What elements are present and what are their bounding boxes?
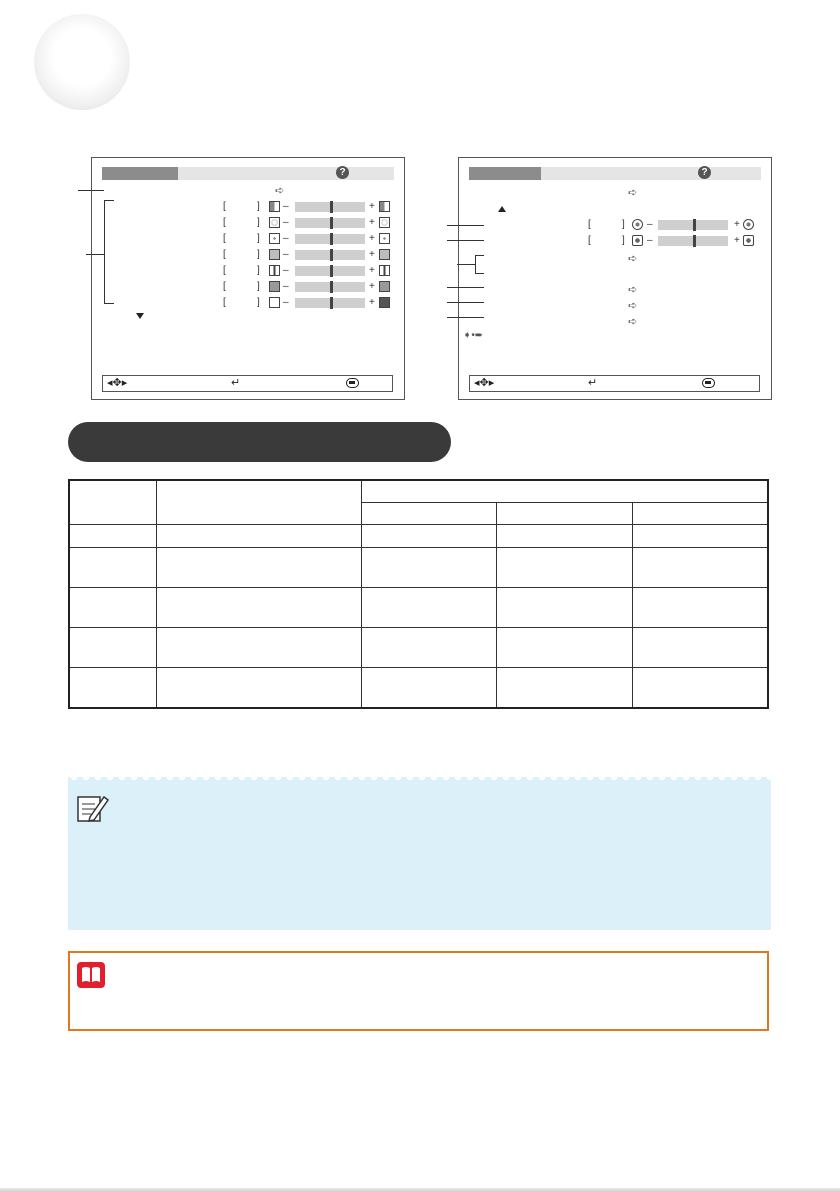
callout-line bbox=[447, 287, 484, 288]
callout-bracket-bottom bbox=[104, 303, 114, 304]
table-cell bbox=[497, 524, 633, 547]
bracket-open: [ bbox=[223, 297, 226, 308]
adjust-slider[interactable] bbox=[295, 282, 365, 292]
page-bottom-band bbox=[0, 1188, 840, 1192]
table-cell bbox=[69, 587, 157, 627]
help-icon[interactable]: ? bbox=[698, 166, 711, 179]
table-row bbox=[69, 668, 768, 708]
plus-sign: + bbox=[734, 235, 740, 246]
callout-bracket-top bbox=[104, 200, 114, 201]
adjust-slider[interactable] bbox=[658, 220, 728, 230]
bracket-open: [ bbox=[223, 265, 226, 276]
bracket-close: ] bbox=[257, 233, 260, 244]
table-header-cell bbox=[361, 480, 768, 503]
setting-high-icon bbox=[379, 233, 390, 244]
adjust-slider[interactable] bbox=[295, 298, 365, 308]
setting-low-icon bbox=[269, 297, 280, 308]
menu-button-icon bbox=[346, 378, 359, 388]
enter-icon: ↵ bbox=[588, 377, 598, 389]
callout-line bbox=[457, 264, 475, 265]
bracket-close: ] bbox=[257, 249, 260, 260]
plus-sign: + bbox=[369, 297, 375, 308]
slider-thumb[interactable] bbox=[330, 217, 333, 229]
right-hand-arrow-icon[interactable]: ➪ bbox=[628, 187, 638, 199]
info-box bbox=[68, 951, 769, 1031]
table-cell bbox=[361, 524, 497, 547]
adjust-slider[interactable] bbox=[295, 218, 365, 228]
callout-bracket-top bbox=[475, 255, 484, 256]
help-icon[interactable]: ? bbox=[336, 166, 349, 179]
adjustment-table bbox=[68, 479, 769, 709]
minus-sign: – bbox=[283, 201, 289, 212]
setting-low-icon bbox=[269, 265, 280, 276]
table-header-cell bbox=[157, 480, 361, 524]
callout-bracket-bottom bbox=[475, 273, 484, 274]
right-hand-arrow-icon[interactable]: ➪ bbox=[628, 253, 638, 265]
table-cell bbox=[497, 668, 633, 708]
four-way-arrow-icon: ◂✥▸ bbox=[107, 377, 128, 389]
plus-sign: + bbox=[369, 249, 375, 260]
osd-screen-advanced bbox=[458, 157, 772, 400]
table-cell bbox=[157, 547, 361, 587]
plus-sign: + bbox=[369, 201, 375, 212]
scroll-down-arrow-icon[interactable] bbox=[136, 313, 144, 319]
setting-low-icon bbox=[632, 235, 643, 246]
right-hand-arrow-icon[interactable]: ➪ bbox=[275, 185, 285, 197]
table-cell bbox=[157, 587, 361, 627]
setting-high-icon bbox=[379, 281, 390, 292]
table-cell bbox=[157, 668, 361, 708]
bracket-close: ] bbox=[257, 217, 260, 228]
plus-sign: + bbox=[369, 217, 375, 228]
table-cell bbox=[361, 628, 497, 668]
table-cell bbox=[69, 668, 157, 708]
section-corner-circle bbox=[34, 14, 130, 110]
bracket-open: [ bbox=[223, 217, 226, 228]
table-header-cell bbox=[361, 503, 497, 525]
table-cell bbox=[361, 668, 497, 708]
table-row bbox=[69, 524, 768, 547]
slider-thumb[interactable] bbox=[330, 297, 333, 309]
table-cell bbox=[632, 628, 768, 668]
table-cell bbox=[69, 547, 157, 587]
callout-line bbox=[447, 225, 484, 226]
table-cell bbox=[69, 524, 157, 547]
bracket-close: ] bbox=[622, 219, 625, 230]
adjust-slider[interactable] bbox=[658, 236, 728, 246]
slider-thumb[interactable] bbox=[693, 219, 696, 231]
bracket-open: [ bbox=[223, 233, 226, 244]
osd-screen-picture bbox=[91, 157, 405, 400]
right-hand-arrow-icon[interactable]: ➪ bbox=[628, 316, 638, 328]
slider-thumb[interactable] bbox=[330, 233, 333, 245]
setting-low-icon bbox=[269, 201, 280, 212]
osd-header-bar bbox=[469, 167, 761, 180]
right-hand-arrow-icon[interactable]: ➪ bbox=[628, 284, 638, 296]
table-header-cell bbox=[497, 503, 633, 525]
table-row bbox=[69, 628, 768, 668]
callout-bracket bbox=[104, 200, 105, 303]
bracket-open: [ bbox=[223, 281, 226, 292]
callout-line bbox=[447, 302, 484, 303]
setting-high-icon bbox=[379, 201, 390, 212]
minus-sign: – bbox=[647, 219, 653, 230]
bracket-open: [ bbox=[223, 249, 226, 260]
table-cell bbox=[497, 547, 633, 587]
setting-low-icon bbox=[632, 219, 643, 230]
table-cell bbox=[157, 628, 361, 668]
minus-sign: – bbox=[283, 297, 289, 308]
table-cell bbox=[361, 547, 497, 587]
setting-high-icon bbox=[379, 297, 390, 308]
plus-sign: + bbox=[734, 219, 740, 230]
table-cell bbox=[497, 628, 633, 668]
scroll-up-arrow-icon[interactable] bbox=[498, 206, 506, 212]
callout-line bbox=[86, 254, 104, 255]
setting-low-icon bbox=[269, 281, 280, 292]
callout-line bbox=[78, 190, 104, 191]
section-heading-pill bbox=[68, 422, 451, 462]
pencil-note-icon bbox=[75, 791, 109, 825]
osd-tab-active[interactable] bbox=[102, 167, 178, 180]
osd-tab-active[interactable] bbox=[469, 167, 541, 180]
table-cell bbox=[497, 587, 633, 627]
setting-low-icon bbox=[269, 217, 280, 228]
setting-high-icon bbox=[379, 217, 390, 228]
table-cell bbox=[632, 547, 768, 587]
minus-sign: – bbox=[647, 235, 653, 246]
four-way-arrow-icon: ◂✥▸ bbox=[474, 377, 495, 389]
table-header-cell bbox=[69, 480, 157, 524]
adjust-slider[interactable] bbox=[295, 266, 365, 276]
plus-sign: + bbox=[369, 281, 375, 292]
adjust-slider[interactable] bbox=[295, 202, 365, 212]
setting-high-icon bbox=[379, 249, 390, 260]
setting-high-icon bbox=[379, 265, 390, 276]
minus-sign: – bbox=[283, 249, 289, 260]
slider-thumb[interactable] bbox=[693, 235, 696, 247]
callout-bracket bbox=[475, 255, 476, 273]
osd-header-bar bbox=[102, 167, 394, 180]
adjust-slider[interactable] bbox=[295, 250, 365, 260]
slider-thumb[interactable] bbox=[330, 265, 333, 277]
bracket-close: ] bbox=[257, 297, 260, 308]
plus-sign: + bbox=[369, 233, 375, 244]
minus-sign: – bbox=[283, 217, 289, 228]
slider-thumb[interactable] bbox=[330, 201, 333, 213]
slider-thumb[interactable] bbox=[330, 281, 333, 293]
minus-sign: – bbox=[283, 265, 289, 276]
osd-footer-bar bbox=[102, 375, 393, 392]
adjust-slider[interactable] bbox=[295, 234, 365, 244]
right-hand-arrow-icon[interactable]: ➪ bbox=[628, 300, 638, 312]
enter-icon: ↵ bbox=[231, 377, 241, 389]
bracket-open: [ bbox=[223, 201, 226, 212]
table-row bbox=[69, 587, 768, 627]
minus-sign: – bbox=[283, 281, 289, 292]
reset-arrows-icon[interactable]: ➧•➨ bbox=[463, 330, 484, 341]
menu-button-icon bbox=[702, 378, 715, 388]
slider-thumb[interactable] bbox=[330, 249, 333, 261]
bracket-close: ] bbox=[257, 201, 260, 212]
table-cell bbox=[361, 587, 497, 627]
bracket-close: ] bbox=[257, 265, 260, 276]
callout-line bbox=[447, 240, 484, 241]
plus-sign: + bbox=[369, 265, 375, 276]
bracket-open: [ bbox=[588, 219, 591, 230]
table-cell bbox=[632, 587, 768, 627]
setting-high-icon bbox=[743, 219, 754, 230]
callout-line bbox=[447, 317, 484, 318]
minus-sign: – bbox=[283, 233, 289, 244]
table-cell bbox=[157, 524, 361, 547]
setting-high-icon bbox=[743, 235, 754, 246]
setting-low-icon bbox=[269, 233, 280, 244]
note-box bbox=[68, 777, 771, 930]
osd-footer-bar bbox=[469, 375, 760, 392]
table-cell bbox=[632, 524, 768, 547]
bracket-open: [ bbox=[588, 235, 591, 246]
table-cell bbox=[632, 668, 768, 708]
setting-low-icon bbox=[269, 249, 280, 260]
book-icon bbox=[76, 961, 106, 989]
table-cell bbox=[69, 628, 157, 668]
bracket-close: ] bbox=[257, 281, 260, 292]
table-row bbox=[69, 547, 768, 587]
table-header-row bbox=[69, 480, 768, 503]
table-header-cell bbox=[632, 503, 768, 525]
bracket-close: ] bbox=[622, 235, 625, 246]
